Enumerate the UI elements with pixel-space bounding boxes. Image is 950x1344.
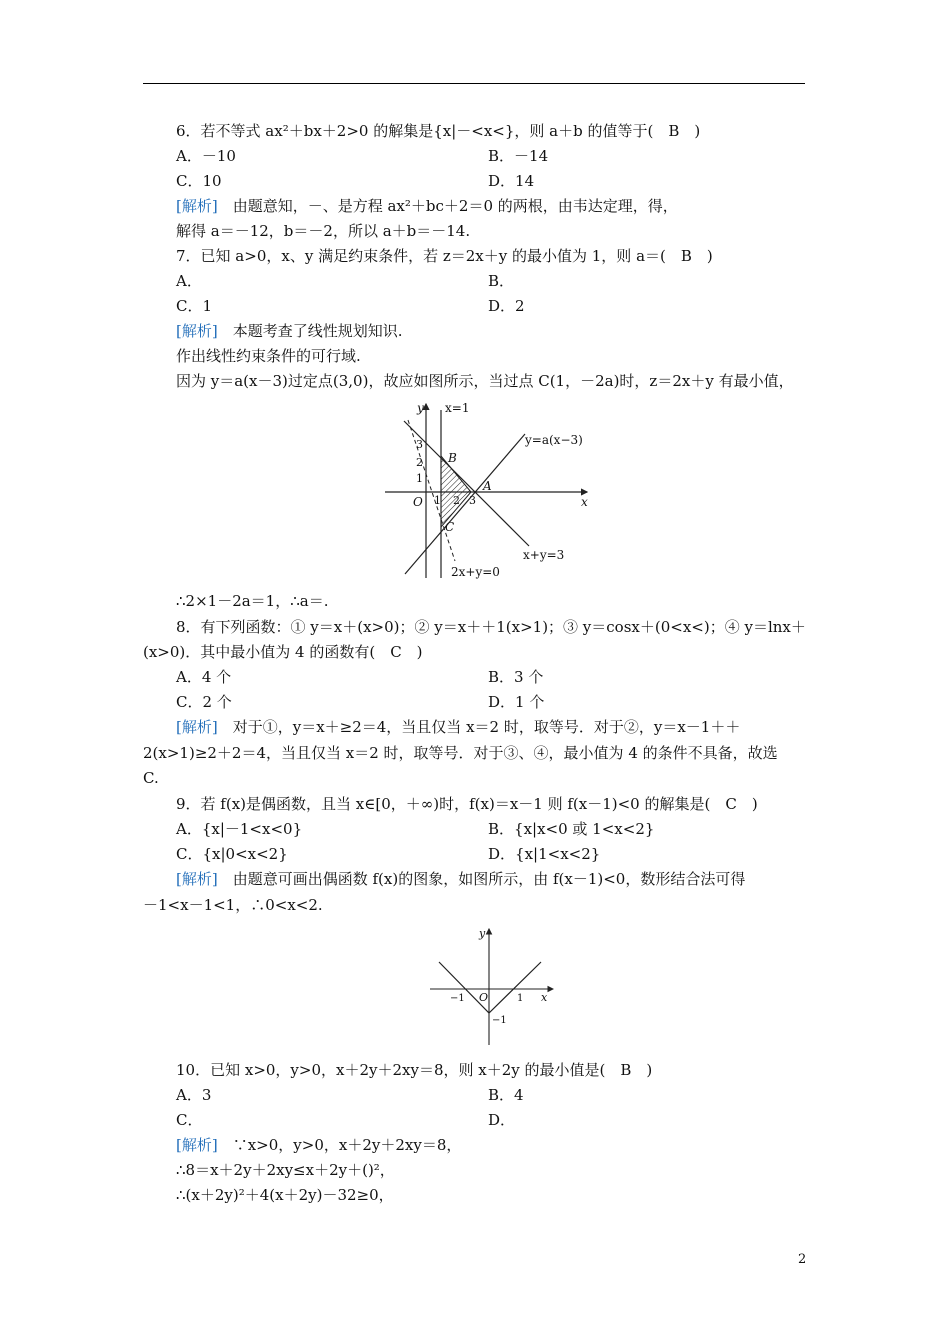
q8-analysis-line3: C.: [143, 769, 159, 787]
q10-analysis-line3: ∴(x＋2y)²＋4(x＋2y)－32≥0，: [176, 1186, 394, 1204]
feasible-region-figure: [375, 398, 600, 583]
q8-option-b: B．3 个: [488, 668, 544, 686]
x-tick-2: 2: [453, 494, 460, 507]
header-rule: [143, 83, 805, 84]
q9-stem: 9．若 f(x)是偶函数，且当 x∈[0，＋∞)时，f(x)＝x－1 则 f(x－1)<0 的解集是( C ): [176, 795, 758, 813]
graph-f-of-x: [439, 962, 541, 1013]
q8-option-c: C．2 个: [176, 693, 232, 711]
q6-analysis-line2: 解得 a＝－12，b＝－2，所以 a＋b＝－14.: [176, 222, 471, 240]
y-tick-3: 3: [416, 438, 423, 451]
q7-analysis-line3: 因为 y＝a(x－3)过定点(3,0)，故应如图所示，当过点 C(1，－2a)时，z＝2x＋y 有最小值，: [176, 372, 794, 390]
feasible-region: [441, 456, 471, 527]
analysis-tag: [解析]: [176, 322, 218, 340]
label-x-plus-y-eq-3: x+y=3: [523, 548, 565, 562]
y-tick-2: 2: [416, 456, 423, 469]
q8-option-d: D．1 个: [488, 693, 545, 711]
analysis-text: 本题考查了线性规划知识.: [217, 322, 403, 340]
q10-analysis-line2: ∴8＝x＋2y＋2xy≤x＋2y＋()²，: [176, 1161, 395, 1179]
q9-option-a: A．{x|－1<x<0}: [176, 820, 303, 838]
q7-analysis-line2: 作出线性约束条件的可行域.: [176, 347, 361, 365]
analysis-text: 由题意知，－、是方程 ax²＋bc＋2＝0 的两根，由韦达定理，得，: [217, 197, 678, 215]
q6-stem: 6．若不等式 ax²＋bx＋2>0 的解集是{x|－<x<}，则 a＋b 的值等于( B ): [176, 122, 701, 140]
q8-analysis-line1: [176, 717, 740, 737]
q7-conclusion: ∴2×1－2a＝1，∴a＝.: [176, 592, 329, 610]
label-neg1-y: −1: [492, 1015, 507, 1026]
q7-option-b: B．: [488, 272, 515, 290]
label-point-c: C: [445, 520, 455, 534]
label-point-b: B: [448, 451, 457, 465]
label-y-axis: y: [417, 401, 424, 415]
label-y: y: [479, 927, 486, 940]
x-tick-3: 3: [469, 494, 476, 507]
q7-stem: 7．已知 a>0，x、y 满足约束条件，若 z＝2x＋y 的最小值为 1，则 a＝( B ): [176, 247, 713, 265]
even-function-figure: [425, 925, 560, 1050]
q7-option-c: C．1: [176, 297, 213, 315]
label-x-eq-1: x=1: [445, 401, 470, 415]
q8-analysis-line2: 2(x>1)≥2＋2＝4，当且仅当 x＝2 时，取等号．对于③、④，最小值为 4 的条件不具备，故选: [143, 744, 778, 762]
q8-option-a: A．4 个: [176, 668, 232, 686]
q10-stem: 10．已知 x>0，y>0，x＋2y＋2xy＝8，则 x＋2y 的最小值是( B ): [176, 1061, 653, 1079]
q7-option-a: A．: [176, 272, 202, 290]
label-x-axis: x: [581, 495, 588, 509]
q7-analysis-line1: [176, 321, 403, 341]
q6-option-a: A．－10: [176, 147, 236, 165]
q8-stem-line1: 8．有下列函数：① y＝x＋(x>0)；② y＝x＋＋1(x>1)；③ y＝cosx＋(0<x<)；④ y＝lnx＋: [176, 618, 806, 636]
label-curve: y=a(x−3): [525, 433, 583, 447]
q8-stem-line2: (x>0)．其中最小值为 4 的函数有( C ): [143, 643, 423, 661]
page-number: 2: [798, 1252, 807, 1267]
analysis-tag: [解析]: [176, 870, 218, 888]
line-y-eq-a-x-minus-3: [405, 434, 525, 574]
label-origin: O: [479, 991, 489, 1004]
q6-option-c: C．10: [176, 172, 222, 190]
q10-option-c: C．: [176, 1111, 203, 1129]
q9-analysis-line1: [176, 869, 745, 889]
q10-option-d: D．: [488, 1111, 516, 1129]
label-point-a: A: [483, 479, 492, 493]
q6-option-d: D．14: [488, 172, 535, 190]
label-neg1-x: −1: [450, 993, 465, 1004]
q9-option-c: C．{x|0<x<2}: [176, 845, 288, 863]
q9-analysis-line2: －1<x－1<1，∴0<x<2.: [143, 896, 323, 914]
q9-option-b: B．{x|x<0 或 1<x<2}: [488, 820, 655, 838]
q7-option-d: D．2: [488, 297, 525, 315]
y-tick-1: 1: [416, 472, 423, 485]
q10-analysis-line1: [176, 1135, 461, 1155]
analysis-tag: [解析]: [176, 1136, 218, 1154]
label-1-x: 1: [517, 993, 524, 1004]
x-tick-1: 1: [434, 494, 441, 507]
q10-option-b: B．4: [488, 1086, 524, 1104]
q10-option-a: A．3: [176, 1086, 212, 1104]
analysis-tag: [解析]: [176, 197, 218, 215]
q9-option-d: D．{x|1<x<2}: [488, 845, 601, 863]
label-x: x: [541, 991, 548, 1004]
analysis-text: 对于①，y＝x＋≥2＝4，当且仅当 x＝2 时，取等号．对于②，y＝x－1＋＋: [217, 718, 741, 736]
analysis-text: ∵x>0，y>0，x＋2y＋2xy＝8，: [217, 1136, 462, 1154]
q6-option-b: B．－14: [488, 147, 549, 165]
label-origin: O: [413, 495, 423, 509]
q6-analysis-line1: [176, 196, 678, 216]
label-2x-plus-y-eq-0: 2x+y=0: [451, 565, 500, 579]
analysis-text: 由题意可画出偶函数 f(x)的图象，如图所示，由 f(x－1)<0，数形结合法可得: [217, 870, 746, 888]
analysis-tag: [解析]: [176, 718, 218, 736]
